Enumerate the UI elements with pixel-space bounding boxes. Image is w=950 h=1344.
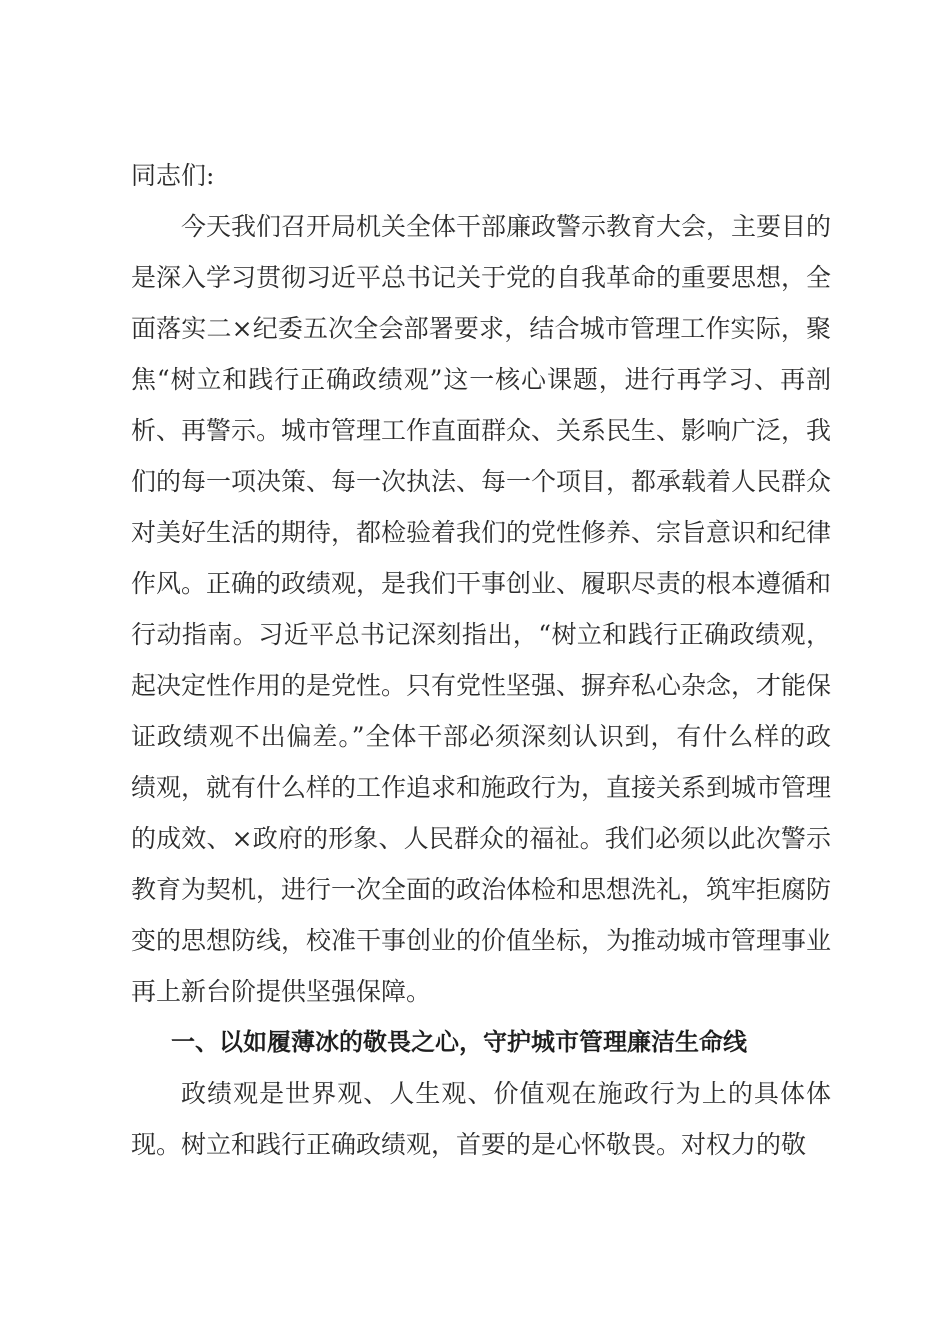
document-body — [131, 150, 831, 1170]
opening-paragraph: 今天我们召开局机关全体干部廉政警示教育大会，主要目的是深入学习贯彻习近平总书记关于党的自我革命的重要思想，全面落实二×纪委五次全会部署要求，结合城市管理工作实际，聚焦“树立和践行正确政绩观”这一核心课题，进行再学习、再剖析、再警示。城市管理工作直面群众、关系民生、影响广泛，我们的每一项决策、每一次执法、每一个项目，都承载着人民群众对美好生活的期待，都检验着我们的党性修养、宗旨意识和纪律作风。正确的政绩观，是我们干事创业、履职尽责的根本遵循和行动指南。习近平总书记深刻指出，“树立和践行正确政绩观，起决定性作用的是党性。只有党性坚强、摒弃私心杂念，才能保证政绩观不出偏差。”全体干部必须深刻认识到，有什么样的政绩观，就有什么样的工作追求和施政行为，直接关系到城市管理的成效、×政府的形象、人民群众的福祉。我们必须以此次警示教育为契机，进行一次全面的政治体检和思想洗礼，筑牢拒腐防变的思想防线，校准干事创业的价值坐标，为推动城市管理事业再上新台阶提供坚强保障。 — [131, 212, 832, 1006]
salutation: 同志们: — [131, 161, 215, 190]
section-paragraph: 政绩观是世界观、人生观、价值观在施政行为上的具体体现。树立和践行正确政绩观，首要的是心怀敬畏。对权力的敬 — [131, 1079, 831, 1159]
section-heading: 一、以如履薄冰的敬畏之心，守护城市管理廉洁生命线 — [171, 1028, 747, 1056]
